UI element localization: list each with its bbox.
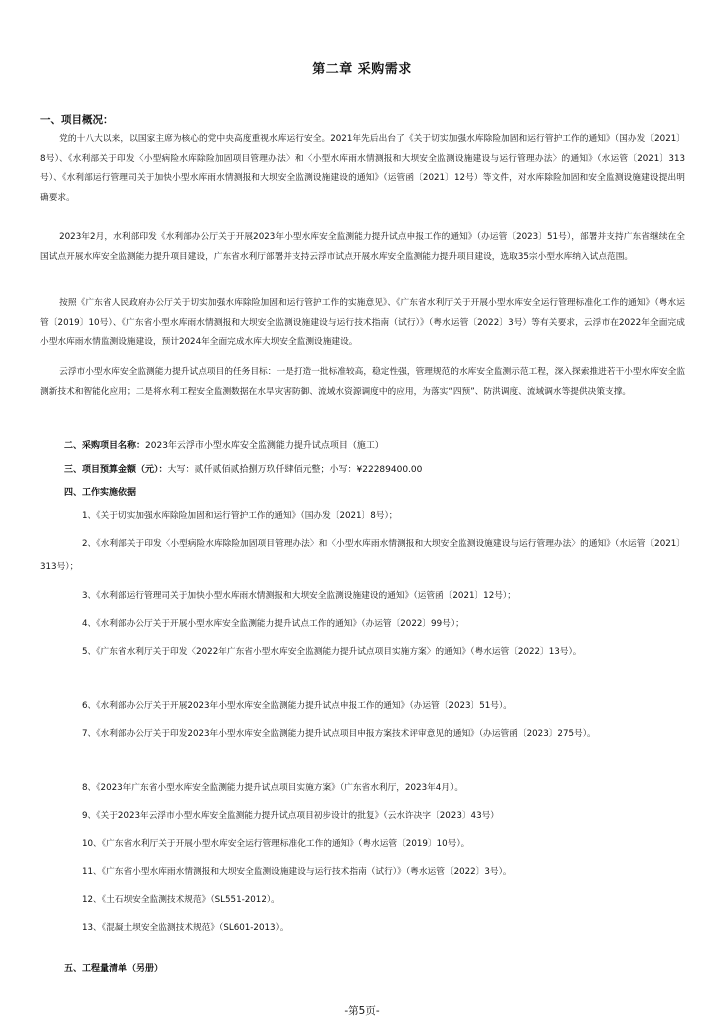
basis-item: 4、《水利部办公厅关于开展小型水库安全监测能力提升试点工作的通知》（办运管〔2022〕99号）；	[82, 619, 464, 629]
basis-item: 7、《水利部办公厅关于印发2023年小型水库安全监测能力提升试点项目申报方案技术评审意见的通知》（办运管函〔2023〕275号）。	[82, 729, 596, 739]
section3-line	[64, 462, 422, 475]
chapter-title: 第二章 采购需求	[312, 62, 412, 77]
basis-item: 13、《混凝土坝安全监测技术规范》（SL601-2013）。	[82, 923, 289, 933]
basis-item: 11、《广东省小型水库雨水情测报和大坝安全监测设施建设与运行技术指南（试行）》（粤水运管〔2022〕3号）。	[82, 867, 512, 877]
section2-line	[64, 438, 384, 451]
project-name: 2023年云浮市小型水库安全监测能力提升试点项目（施工）	[145, 441, 384, 451]
section1-heading: 一、项目概况：	[40, 114, 114, 126]
basis-item: 9、《关于2023年云浮市小型水库安全监测能力提升试点项目初步设计的批复》（云水许决字〔2023〕43号）	[82, 811, 499, 821]
section5-heading: 五、工程量清单（另册）	[64, 964, 164, 974]
basis-item: 6、《水利部办公厅关于开展2023年小型水库安全监测能力提升试点申报工作的通知》（办运管〔2023〕51号）。	[82, 701, 512, 711]
basis-item: 12、《土石坝安全监测技术规范》（SL551-2012）。	[82, 895, 280, 905]
paragraph-1: 党的十八大以来，以国家主席为核心的党中央高度重视水库运行安全。2021年先后出台了《关于切实加强水库除险加固和运行管护工作的通知》（国办发〔2021〕8号）、《水利部关于印发〈小型病险水库除险加固项目管理办法〉和〈小型水库雨水情测报和大坝安全监测设施建设与运行管理办法〉的通知》（水运管〔2021〕313号）、《水利部运行管理司关于加快小型水库雨水情测报和大坝安全监测设施建设的通知》（运管函〔2021〕12号）等文件，对水库除险加固和安全监测设施建设提出明确要求。	[40, 134, 685, 203]
basis-item: 10、《广东省水利厅关于开展小型水库安全运行管理标准化工作的通知》（粤水运管〔2019〕10号）。	[82, 839, 470, 849]
basis-item: 8、《2023年广东省小型水库安全监测能力提升试点项目实施方案》（广东省水利厅，2023年4月）。	[82, 783, 464, 793]
budget-amount: 大写：贰仟贰佰贰拾捌万玖仟肆佰元整；小写：¥22289400.00	[167, 465, 423, 475]
section3-label: 三、项目预算金额（元）：	[64, 465, 168, 475]
paragraph-4: 云浮市小型水库安全监测能力提升试点项目的任务目标：一是打造一批标准较高，稳定性强，管理规范的水库安全监测示范工程，深入探索推进若干小型水库安全监测新技术和智能化应用；二是将水利工程安全监测数据在水旱灾害防御、流域水资源调度中的应用，为落实“四预”、防洪调度、流域调水等提供决策支撑。	[40, 367, 685, 397]
section2-label: 二、采购项目名称：	[64, 441, 146, 451]
page-number: -第5页-	[344, 1005, 380, 1017]
basis-item: 5、《广东省水利厅关于印发〈2022年广东省小型水库安全监测能力提升试点项目实施方案〉的通知》（粤水运管〔2022〕13号）。	[82, 647, 582, 657]
paragraph-2: 2023年2月，水利部印发《水利部办公厅关于开展2023年小型水库安全监测能力提升试点申报工作的通知》（办运管〔2023〕51号），部署并支持广东省继续在全国试点开展水库安全监测能力提升项目建设，广东省水利厅部署并支持云浮市试点开展水库安全监测能力提升项目建设，选取35宗小型水库纳入试点范围。	[40, 232, 685, 262]
basis-item: 3、《水利部运行管理司关于加快小型水库雨水情测报和大坝安全监测设施建设的通知》（运管函〔2021〕12号）；	[82, 591, 516, 601]
basis-item: 1、《关于切实加强水库除险加固和运行管护工作的通知》（国办发〔2021〕8号）；	[82, 511, 398, 521]
section4-heading: 四、工作实施依据	[64, 488, 137, 498]
paragraph-3: 按照《广东省人民政府办公厅关于切实加强水库除险加固和运行管护工作的实施意见》、《广东省水利厅关于开展小型水库安全运行管理标准化工作的通知》（粤水运管〔2019〕10号）、《广东省小型水库雨水情测报和大坝安全监测设施建设与运行技术指南（试行）》（粤水运管〔2022〕3号）等有关要求，云浮市在2022年全面完成小型水库雨水情监测设施建设，预计2024年全面完成水库大坝安全监测设施建设。	[40, 298, 685, 347]
basis-item: 2、《水利部关于印发〈小型病险水库除险加固项目管理办法〉和〈小型水库雨水情测报和大坝安全监测设施建设与运行管理办法〉的通知》（水运管〔2021〕313号）；	[40, 539, 685, 572]
